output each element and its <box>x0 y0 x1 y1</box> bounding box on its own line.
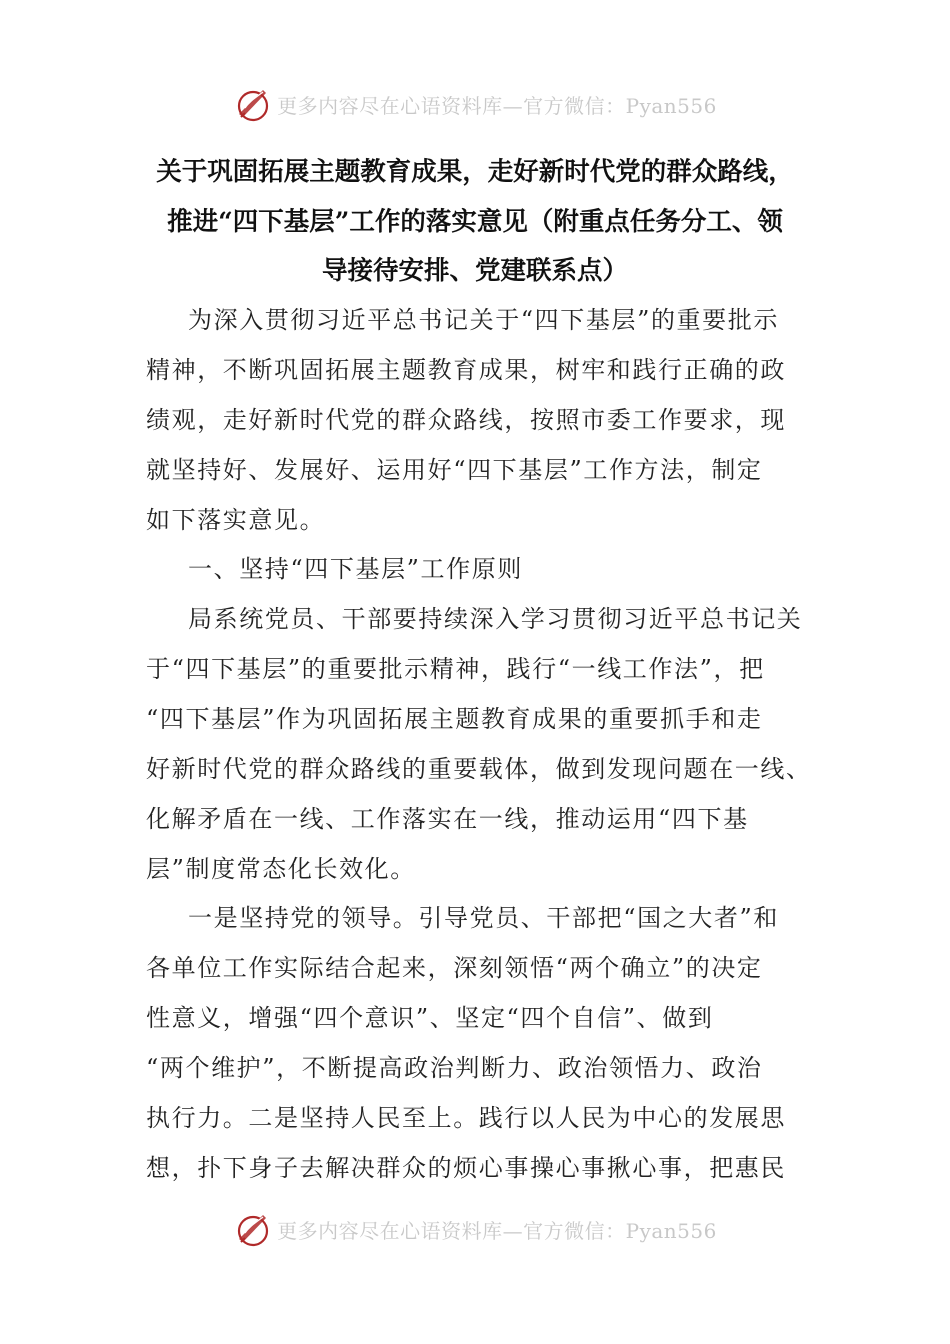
paragraph-party-leadership <box>146 893 806 1193</box>
text-line: 各单位工作实际结合起来，深刻领悟“两个确立”的决定 <box>146 954 763 982</box>
text-line: 一是坚持党的领导。引导党员、干部把“国之大者”和 <box>188 904 779 932</box>
text-line: 精神，不断巩固拓展主题教育成果，树牢和践行正确的政 <box>146 356 786 384</box>
title-line: 导接待安排、党建联系点） <box>321 256 628 286</box>
title-line: 关于巩固拓展主题教育成果，走好新时代党的群众路线， <box>156 157 794 187</box>
title-line: 推进“四下基层”工作的落实意见（附重点任务分工、领 <box>167 206 783 237</box>
text-line: 局系统党员、干部要持续深入学习贯彻习近平总书记关 <box>188 605 803 633</box>
watermark-text-bottom: 更多内容尽在心语资料库—官方微信：Pyan556 <box>277 1218 717 1243</box>
text-line: 绩观，走好新时代党的群众路线，按照市委工作要求，现 <box>146 406 786 434</box>
text-line: 层”制度常态化长效化。 <box>146 855 416 883</box>
watermark-text-top: 更多内容尽在心语资料库—官方微信：Pyan556 <box>277 93 717 118</box>
text-line: 就坚持好、发展好、运用好“四下基层”工作方法，制定 <box>146 456 763 484</box>
quill-pen-logo-icon <box>233 1209 273 1249</box>
quill-pen-logo-icon <box>233 84 273 124</box>
watermark-banner-top <box>0 82 950 126</box>
text-line: 于“四下基层”的重要批示精神，践行“一线工作法”，把 <box>146 655 765 683</box>
section-heading-1 <box>146 544 806 594</box>
paragraph-principles <box>146 594 812 894</box>
paragraph-intro <box>146 295 806 545</box>
text-line: 化解矛盾在一线、工作落实在一线，推动运用“四下基 <box>146 805 749 833</box>
text-line: “两个维护”，不断提高政治判断力、政治领悟力、政治 <box>146 1054 763 1082</box>
document-title <box>140 148 810 297</box>
watermark-banner-bottom <box>0 1207 950 1251</box>
text-line: 性意义，增强“四个意识”、坚定“四个自信”、做到 <box>146 1004 714 1032</box>
text-line: 执行力。二是坚持人民至上。践行以人民为中心的发展思 <box>146 1104 786 1132</box>
text-line: 好新时代党的群众路线的重要载体，做到发现问题在一线、 <box>146 755 812 783</box>
heading-line: 一、坚持“四下基层”工作原则 <box>188 555 523 583</box>
text-line: “四下基层”作为巩固拓展主题教育成果的重要抓手和走 <box>146 705 763 733</box>
text-line: 如下落实意见。 <box>146 506 326 534</box>
text-line: 为深入贯彻习近平总书记关于“四下基层”的重要批示 <box>188 306 779 334</box>
text-line: 想，扑下身子去解决群众的烦心事操心事揪心事，把惠民 <box>146 1154 786 1182</box>
